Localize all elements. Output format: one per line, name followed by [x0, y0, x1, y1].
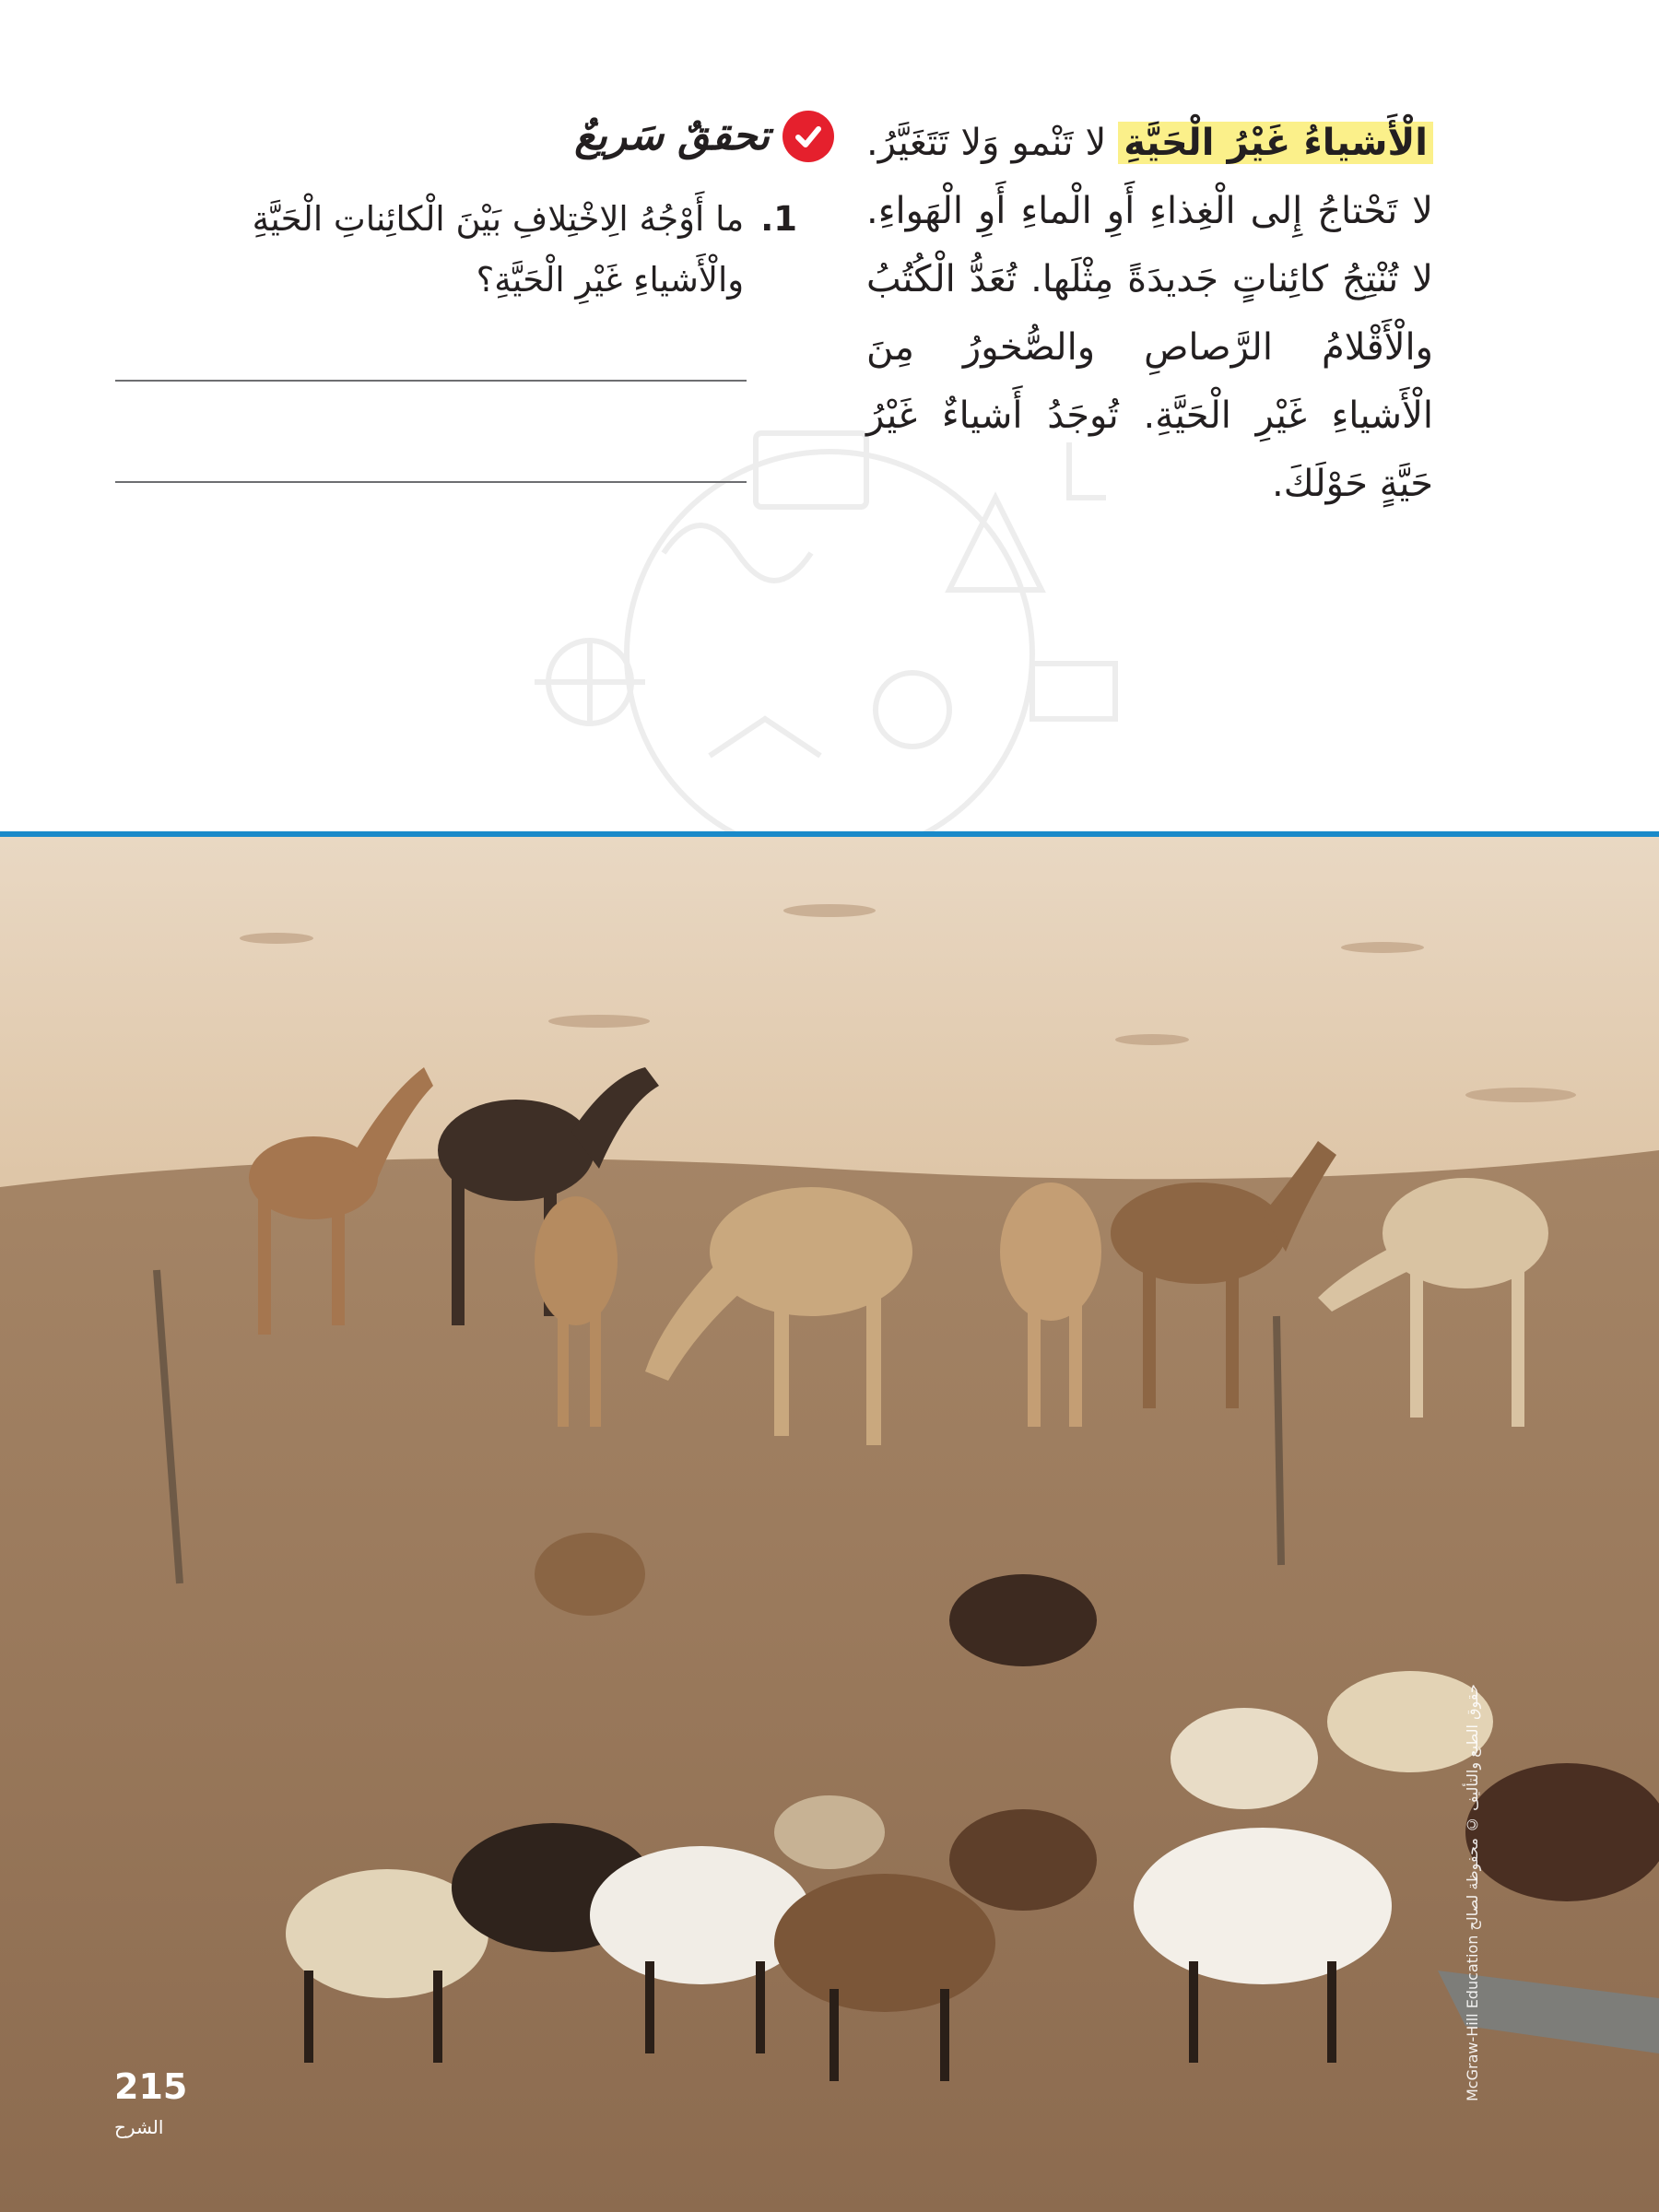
page-section-label: الشرح: [114, 2116, 164, 2138]
page-number: 215: [114, 2066, 188, 2107]
highlighted-term: الْأَشياءُ غَيْرُ الْحَيَّةِ: [1118, 122, 1433, 164]
lesson-body: لا تَنْمو وَلا تَتَغَيَّرُ. لا تَحْتاجُ إِلى الْغِذاءِ أَوِ الْماءِ أَوِ الْهَواءِ. لا تُنْتِجُ كائِناتٍ جَديدَةً مِثْلَها. تُعَدُّ الْكُتُبُ والْأَقْلامُ الرَّصاصِ والصُّخورُ مِنَ الْأَشياءِ غَيْرِ الْحَيَّةِ. تُوجَدُ أَشياءٌ غَيْرُ حَيَّةٍ حَوْلَكَ.: [866, 122, 1433, 505]
quick-check-question: [161, 189, 797, 311]
photo-credit: McGraw-Hill Education حقوق الطبع والتأليف © محفوظة لصالح: [1464, 1684, 1481, 2101]
quick-check-heading: [516, 109, 834, 164]
quick-check-title: تحققٌ سَريعٌ: [574, 112, 770, 159]
question-number: 1.: [760, 199, 797, 239]
check-badge-icon: [782, 111, 834, 162]
answer-line[interactable]: [115, 380, 747, 382]
answer-line[interactable]: [115, 481, 747, 483]
lesson-paragraph: [866, 109, 1433, 518]
desert-camels-sheep-photo: [0, 837, 1659, 2212]
question-text: ما أَوْجُهُ الِاخْتِلافِ بَيْنَ الْكائِناتِ الْحَيَّةِ والْأَشياءِ غَيْرِ الْحَيَّةِ؟: [252, 199, 745, 300]
